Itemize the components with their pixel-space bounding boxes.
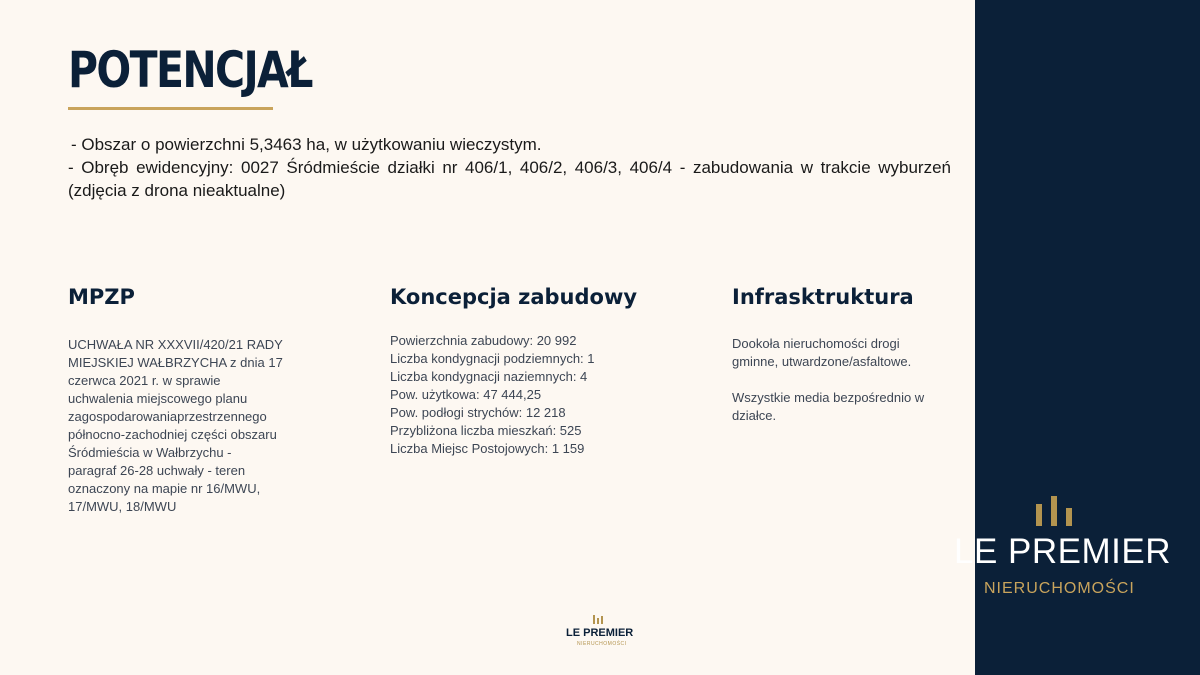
paragraph-gap: [732, 371, 962, 389]
infrastruktura-line: działce.: [732, 408, 777, 423]
mpzp-line: 17/MWU, 18/MWU: [68, 499, 177, 514]
infrastruktura-heading: Infrasktruktura: [732, 285, 914, 309]
footer-logo-subtitle: NIERUCHOMOŚCI: [577, 641, 627, 647]
page-title: POTENCJAŁ: [68, 41, 312, 99]
mpzp-line: oznaczony na mapie nr 16/MWU,: [68, 481, 261, 496]
intro-line-area: - Obszar o powierzchni 5,3463 ha, w użytkowaniu wieczystym.: [71, 135, 542, 154]
mpzp-text: [68, 336, 328, 516]
koncepcja-line: Powierzchnia zabudowy: 20 992: [390, 333, 577, 348]
infrastruktura-line: gminne, utwardzone/asfaltowe.: [732, 354, 912, 369]
infrastruktura-line: Wszystkie media bezpośrednio w: [732, 390, 925, 405]
koncepcja-text: [390, 332, 690, 458]
footer-logo-text: LE PREMIER: [566, 627, 634, 639]
koncepcja-heading: Koncepcja zabudowy: [390, 285, 638, 309]
mpzp-line: UCHWAŁA NR XXXVII/420/21 RADY: [68, 337, 283, 352]
infrastruktura-line: Dookoła nieruchomości drogi: [732, 336, 900, 351]
mpzp-line: Śródmieścia w Wałbrzychu -: [68, 445, 232, 460]
mpzp-heading: MPZP: [68, 285, 135, 309]
intro-line-parcels: - Obręb ewidencyjny: 0027 Śródmieście działki nr 406/1, 406/2, 406/3, 406/4 - zabudowania w trakcie wyburzeń (zdjęcia z drona nieaktualne): [68, 158, 951, 200]
mpzp-line: paragraf 26-28 uchwały - teren: [68, 463, 246, 478]
logo-bars-icon: [1036, 496, 1072, 526]
mpzp-line: północno-zachodniej części obszaru: [68, 427, 277, 442]
intro-text: [68, 133, 951, 202]
mpzp-line: uchwalenia miejscowego planu: [68, 391, 248, 406]
koncepcja-line: Pow. podłogi strychów: 12 218: [390, 405, 566, 420]
infrastruktura-text: [732, 335, 962, 425]
mpzp-line: czerwca 2021 r. w sprawie: [68, 373, 221, 388]
koncepcja-line: Przybliżona liczba mieszkań: 525: [390, 423, 582, 438]
sidebar-logo-text: LE PREMIER: [954, 532, 1171, 571]
koncepcja-line: Liczba kondygnacji naziemnych: 4: [390, 369, 588, 384]
mpzp-line: MIEJSKIEJ WAŁBRZYCHA z dnia 17: [68, 355, 283, 370]
brand-sidebar: [975, 0, 1200, 675]
koncepcja-line: Pow. użytkowa: 47 444,25: [390, 387, 542, 402]
koncepcja-line: Liczba Miejsc Postojowych: 1 159: [390, 441, 585, 456]
mpzp-line: zagospodarowaniaprzestrzennego: [68, 409, 267, 424]
sidebar-logo-subtitle: NIERUCHOMOŚCI: [984, 580, 1135, 597]
koncepcja-line: Liczba kondygnacji podziemnych: 1: [390, 351, 595, 366]
logo-bars-icon: [593, 615, 603, 624]
title-underline: [68, 107, 273, 110]
